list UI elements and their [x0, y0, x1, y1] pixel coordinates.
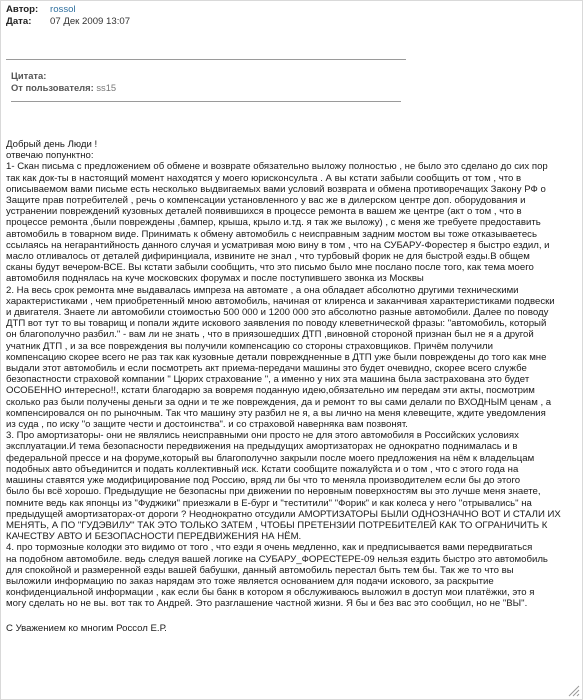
message-line: компенсацию скорее всего не раз так как кузовные детали повреждненные в ДТП уже были повреждены до того как мне: [6, 351, 547, 363]
date-label: Дата:: [6, 15, 32, 27]
spacer: [6, 610, 581, 620]
resize-grip-icon: [566, 683, 580, 697]
post-body: [6, 139, 581, 634]
header-divider: [6, 59, 406, 60]
message-line: эксплуатации.И тема безопасности передвижения на предыдущих амортизаторах не однократно поднималась и в: [6, 441, 518, 453]
message-line: подобных авто объединится и подать коллективный иск. Кстати сообщите пожалуйста и о том , что с этого года на: [6, 463, 519, 475]
message-line: конфиденциальной информации , как если бы банк в котором я обслуживаюсь выложил в доступ мои платёжки, это я: [6, 587, 535, 599]
quote-divider: [11, 101, 401, 102]
message-line: процессе ремонта ,были повреждены ,бампер, крыша, крыло и.тд. я так же выложу) , с меня же требуете предоставить: [6, 217, 541, 229]
message-line: так как док-ты в настоящий момент находятся у моего юрисконсульта . А вы кстати забыли сообщить от том , что в: [6, 172, 522, 184]
message-line: компенсировался он по рыночным. Так что машину эту разбил не я, а вы лично на меня клевещите, ждите уведомления: [6, 407, 546, 419]
message-line: безопастности страховой компании " Цюрих страхование ", а именно у них эта машина была застрахована это будет: [6, 374, 530, 386]
message-line: предыдущей амортизаторах-от дороги ? Неоднократно отсудили АМОРТИЗАТОРЫ БЫЛИ ОДНОЗНАЧНО ВОТ И СТАЛИ ИХ: [6, 508, 561, 520]
message-line: ОСОБЕННО интересно!!, кстати благодарю за вовремя поданную идею,обязательно им передам эти акты, посмотрим: [6, 385, 535, 397]
message-line: автомобиля поднялась на куче московских форумах и после поступившего звонка из Москвы: [6, 273, 424, 285]
message-line: могу сделать но не вы. вот так то Андрей. Это разглашение частной жизни. Я бы и без вас это сообщил, но не "ВЫ".: [6, 598, 528, 610]
author-link[interactable]: rossol: [50, 4, 76, 15]
message-line: ДТП вот тут то вы товарищ и попали ждите искового заявления по поводу клеветнической фразы: "автомобиль, который: [6, 318, 547, 330]
message-line: описываемом вами письме есть несколько выдвигаемых вами условий возврата и обмена противоречащих Закону РФ о: [6, 183, 546, 195]
message-line: он благополучно разбил." - вам ли не знать , что в приязошедших ДТП ,виновной стороной признан был не я а другой: [6, 329, 534, 341]
quote-from-row: [11, 82, 116, 94]
message-line: выложили информацию по заказ нарядам это тоже является основанием для подачи искового, за раскрытие: [6, 575, 494, 587]
message-line: из суда , по иску "о защите чести и достоинства". и со страховой наверняка вам позвонят.: [6, 419, 408, 431]
message-line: характеристиками , чем приобретенный мною автомобиль, начиная от клиренса и заканчивая характеристиками подвески: [6, 295, 555, 307]
message-line: сколько раз были получены деньги за одни и те же повреждения, да и ремонт то вы сами делали по ВХОДНЫМ ценам , а: [6, 396, 552, 408]
author-row: [6, 4, 130, 16]
message-line: 3. Про амортизаторы- они не являлись неисправными они просто не для этого автомобиля в Российских условиях: [6, 430, 519, 442]
message-line: помните ведь как японцы из "Фуджики" приезжали в Е-бург и "теститили" "Форик" и как колеса у него "отрывались" на: [6, 497, 532, 509]
message-line: и двигателя. Знаете ли автомобили стоимостью 500 000 и 1200 000 это абсолютно разные автомобили. Далее по поводу: [6, 307, 549, 319]
message-lines: [6, 161, 581, 609]
signature: С Уважением ко многим Россол Е.Р.: [6, 622, 167, 634]
message-line: учатник ДТП , и за все повреждения вы получили компенсацию со стороны страховщиков. Причём получили: [6, 340, 493, 352]
message-line: 1- Скан письма с предложением об обмене и возврате обязательно выложу полностью , не было это сделано до сих пор: [6, 161, 548, 173]
message-line: было бы всё хорошо. Предыдущие не безопасны при движении по неровным поверхностям вы это лучше меня знаете,: [6, 486, 541, 498]
message-line: федеральной прессе и на форуме,который вы благополучно закрыли после моего предложения на нём к владельцам: [6, 452, 535, 464]
message-line: Защите прав потребителей , речь о компенсации установленного у вас же в дилерском центре доп. оборудования и: [6, 195, 526, 207]
greeting: Добрый день Люди !: [6, 139, 98, 150]
message-line: выдали этот автомобиль и если посмотреть акт приема-передачи машины это будет очевидно, скорее всего службе: [6, 363, 527, 375]
author-label: Автор:: [6, 4, 39, 15]
intro: отвечаю попунктно:: [6, 150, 94, 162]
quote-user: ss15: [96, 81, 117, 93]
message-line: 2. На весь срок ремонта мне выдавалась импреза на автомате , а она обладает абсолютно другими техническими: [6, 284, 519, 296]
message-line: КАЧЕСТВУ АВТО И БЕЗОПАСНОСТИ ПЕРЕДВИЖЕНИЯ НА НЁМ.: [6, 531, 302, 543]
message-line: ссылаясь на негарантийность данного случая и усматривая мою вину в том , что на СУБАРУ-Форестер я быстро ездил, и: [6, 239, 550, 251]
message-line: машины ставятся уже модифицирование под Россию, вряд ли бы что то меняла производителем если бы до этого: [6, 475, 521, 487]
quote-label: Цитата:: [11, 70, 47, 81]
message-line: на подобном автомобиле. ведь следуя вашей логике на СУБАРУ_ФОРЕСТЕРЕ-09 нельзя ездить быстро это автомобиль: [6, 553, 548, 565]
message-line: 4. про тормозные колодки это видимо от того , что езди я очень медленно, как и предписывается вами передвигаться: [6, 542, 533, 554]
message-line: масло отливалось от деталей дифиринциала, извините не знал , что турбовый форик не для быстрой езды.В общем: [6, 251, 530, 263]
message-line: МЕНЯТЬ, А ПО "ГУДЭВИЛУ" ТАК ЭТО ТОЛЬКО ЗАТЕМ , ЧТОБЫ ПРЕТЕНЗИИ ПОТРЕБИТЕЛЕЙ КАК ТО ОГРАНИЧИТЬ К: [6, 519, 548, 531]
quote-header: [11, 70, 116, 93]
post-date: 07 Дек 2009 13:07: [50, 15, 131, 27]
post-header: [6, 4, 130, 27]
message-line: устранении повреждений кузовных деталей появившихся в процессе ремонта в вашем же центре (акт о том , что в: [6, 206, 522, 218]
date-row: [6, 16, 130, 28]
quote-from-label: От пользователя:: [11, 81, 94, 93]
message-line: автомобиль в товарном виде. Принимать к обмену автомобиль с неисправным задним мостом вы тоже отказываетесь: [6, 228, 537, 240]
message-line: сканы будут вечером-ВСЕ. Вы кстати забыли сообщить, что это письмо было мне послано после того, как тема моего: [6, 262, 534, 274]
message-line: для спокойной и размеренной езды вашей бабушки, данный автомобиль перестал быть тем бы. Так же то что вы: [6, 564, 514, 576]
